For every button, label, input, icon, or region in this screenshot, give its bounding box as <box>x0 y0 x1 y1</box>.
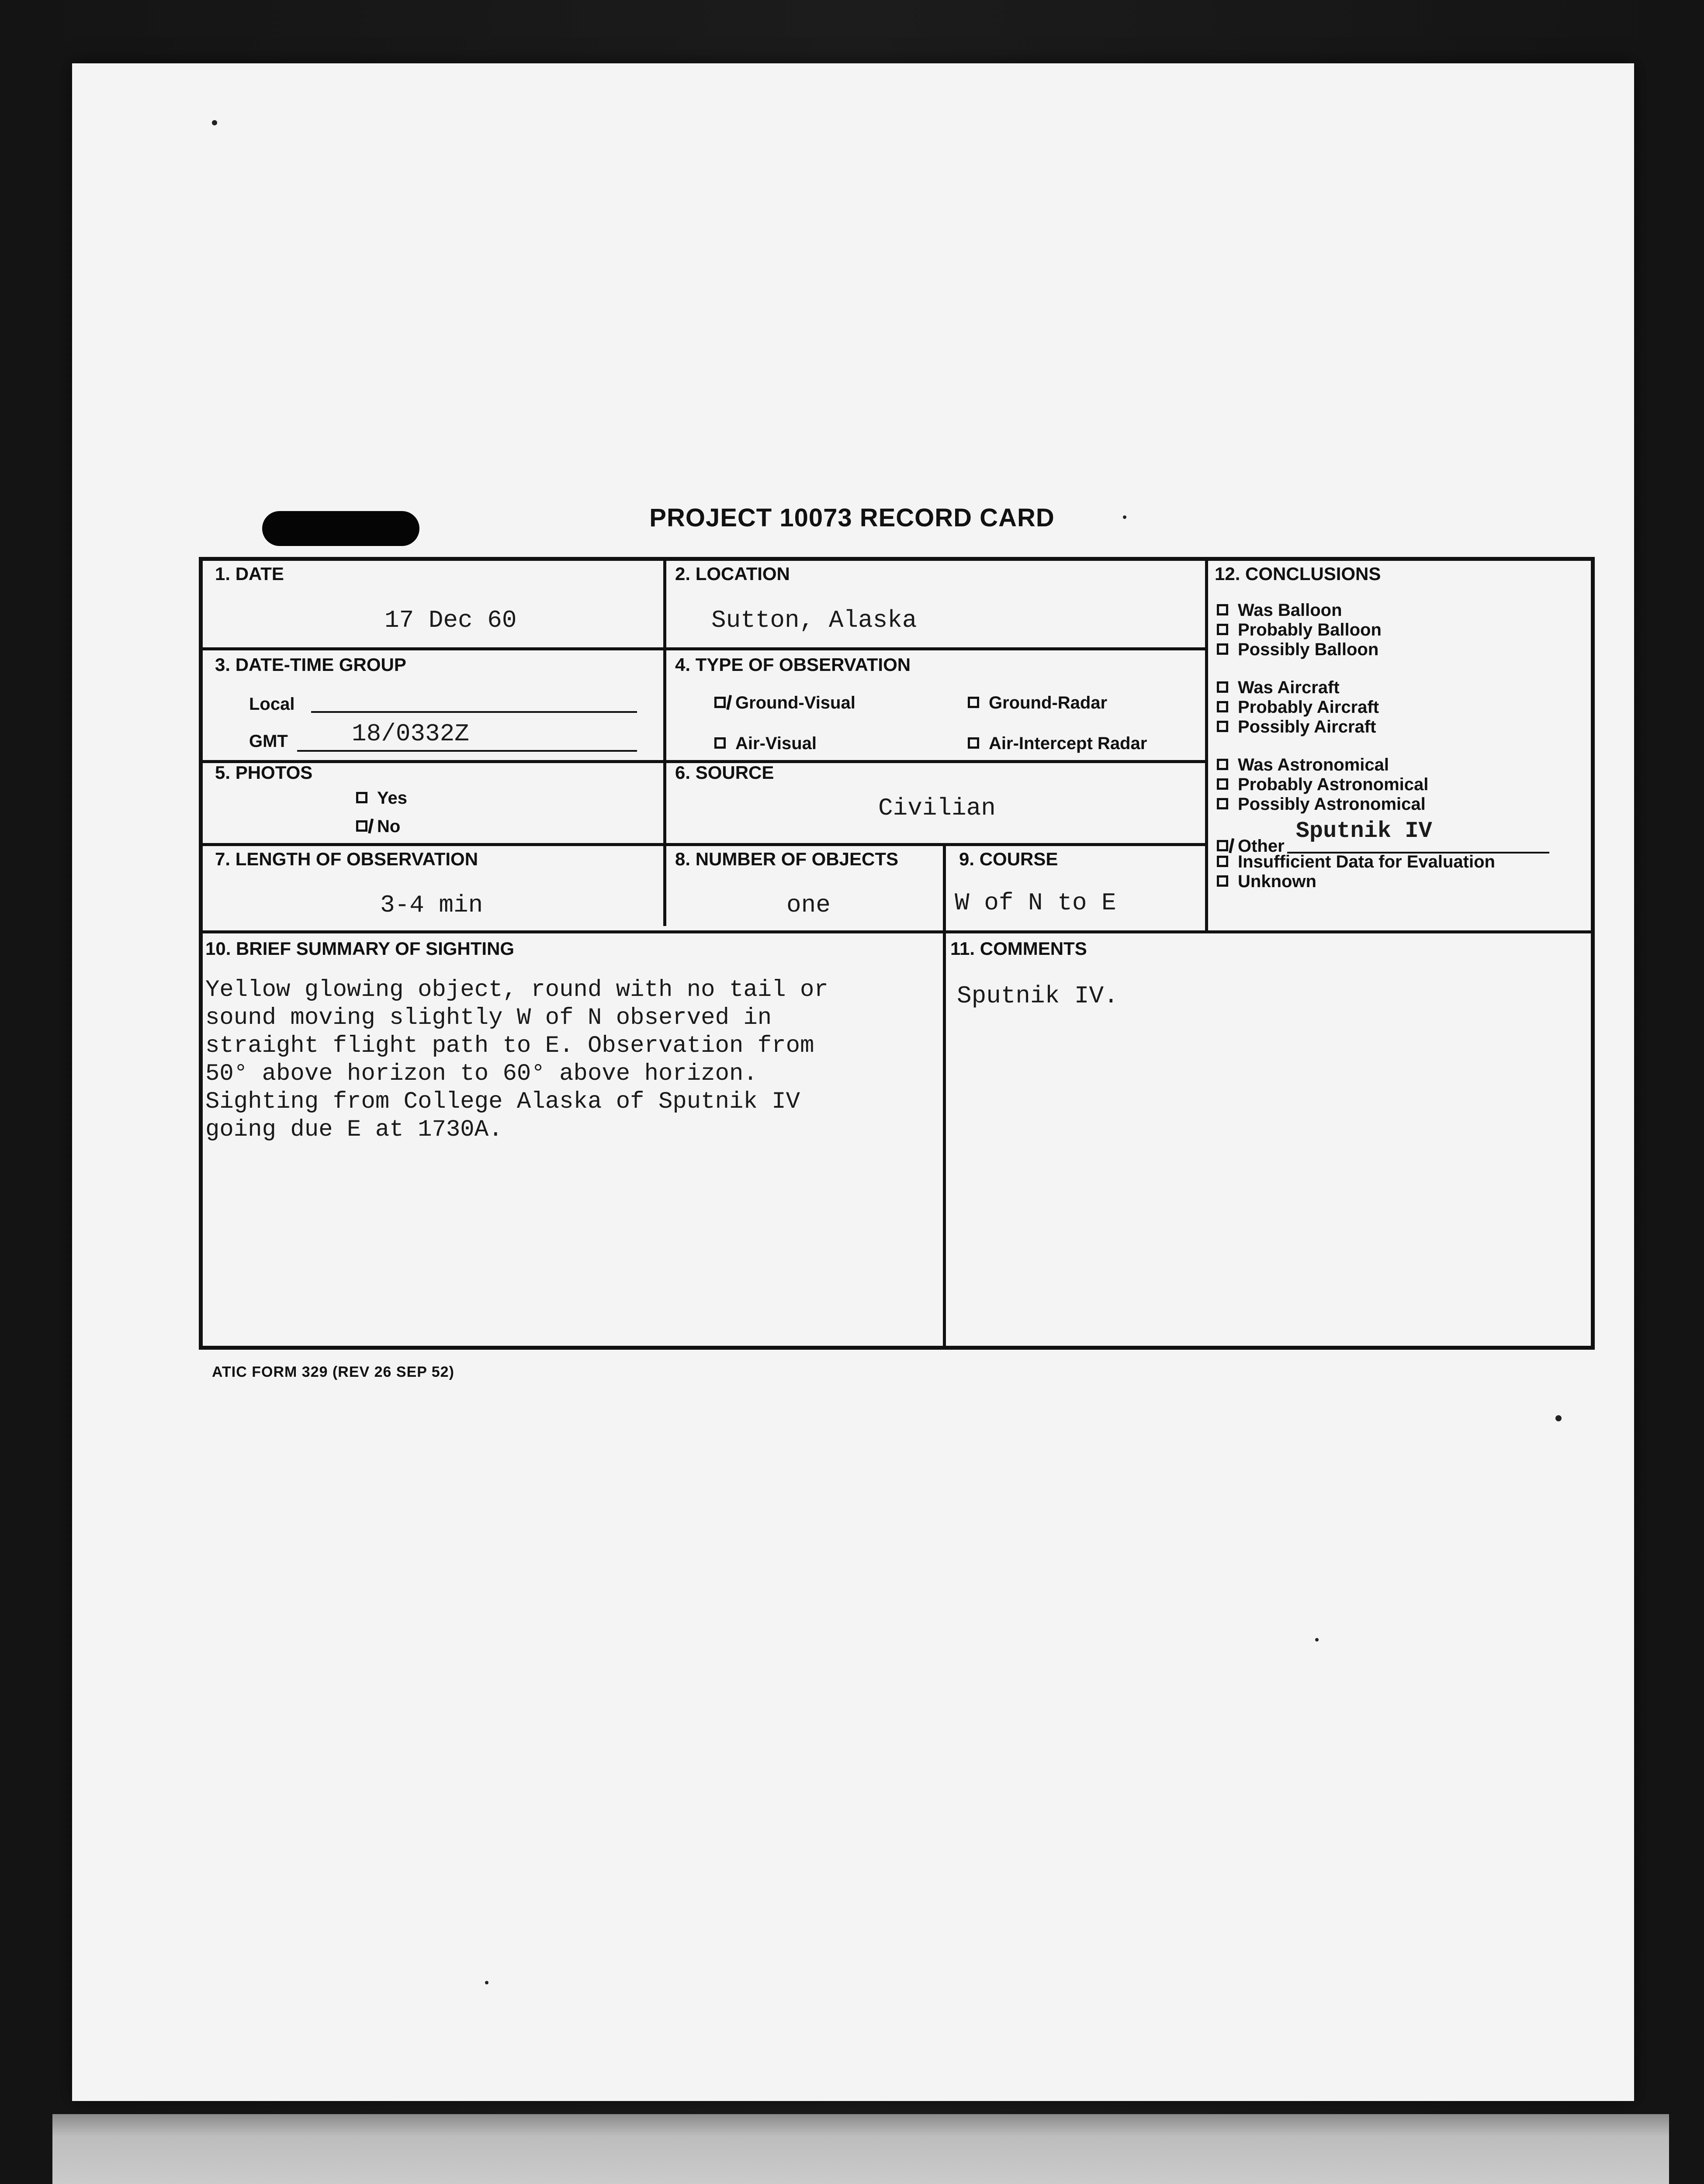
summary-line: Sighting from College Alaska of Sputnik IV <box>205 1089 800 1115</box>
obs-option-ground-visual: Ground-Visual <box>714 693 855 713</box>
conclusions-list <box>1217 601 1549 892</box>
card-title: PROJECT 10073 RECORD CARD <box>649 504 1055 532</box>
film-lower-band <box>52 2114 1669 2184</box>
course-label: 9. COURSE <box>959 849 1058 869</box>
course-value: W of N to E <box>955 889 1116 917</box>
checkbox-icon <box>1217 681 1228 693</box>
date-label: 1. DATE <box>215 563 284 584</box>
redaction-mark <box>262 511 419 546</box>
location-value: Sutton, Alaska <box>711 606 917 634</box>
source-label: 6. SOURCE <box>675 762 774 783</box>
conclusion-item: Possibly Aircraft <box>1217 717 1549 737</box>
checkbox-icon <box>1217 856 1228 867</box>
divider <box>1205 557 1208 930</box>
source-value: Civilian <box>878 794 996 822</box>
divider <box>199 930 1595 933</box>
obs-option-air-intercept-radar: Air-Intercept Radar <box>968 734 1147 753</box>
summary-line: Yellow glowing object, round with no tail or <box>205 977 828 1003</box>
conclusion-item: Was Aircraft <box>1217 678 1549 698</box>
obs-option-ground-radar: Ground-Radar <box>968 693 1107 713</box>
conclusion-item: Possibly Astronomical <box>1217 795 1549 814</box>
local-blank-line <box>311 711 637 713</box>
conclusion-item: Unknown <box>1217 872 1549 892</box>
checkbox-icon <box>1217 721 1228 732</box>
checkbox-checked-icon <box>356 820 367 832</box>
conclusion-item: Probably Aircraft <box>1217 698 1549 717</box>
paper-speck <box>1315 1638 1319 1641</box>
type-of-observation-label: 4. TYPE OF OBSERVATION <box>675 654 911 675</box>
summary-text <box>205 976 926 1144</box>
divider <box>663 557 666 926</box>
comments-value: Sputnik IV. <box>957 982 1119 1010</box>
checkbox-icon <box>1217 798 1228 809</box>
paper-speck <box>485 1981 488 1984</box>
summary-line: sound moving slightly W of N observed in <box>205 1005 772 1031</box>
photos-label: 5. PHOTOS <box>215 762 313 783</box>
checkbox-icon <box>968 697 979 708</box>
form-number: ATIC FORM 329 (REV 26 SEP 52) <box>212 1364 454 1380</box>
divider <box>199 647 1207 650</box>
checkbox-icon <box>1217 643 1228 655</box>
checkbox-icon <box>1217 624 1228 635</box>
conclusion-item: Was Astronomical <box>1217 755 1549 775</box>
length-label: 7. LENGTH OF OBSERVATION <box>215 849 478 869</box>
local-label: Local <box>249 695 295 714</box>
date-time-group-label: 3. DATE-TIME GROUP <box>215 654 406 675</box>
comments-label: 11. COMMENTS <box>950 938 1087 959</box>
checkbox-icon <box>1217 875 1228 887</box>
conclusion-item: Possibly Balloon <box>1217 640 1549 660</box>
other-conclusion-value: Sputnik IV <box>1295 818 1432 844</box>
checkbox-icon <box>714 737 726 749</box>
conclusion-item: Probably Balloon <box>1217 620 1549 640</box>
checkbox-icon <box>356 792 367 803</box>
gmt-blank-line <box>297 750 637 752</box>
checkbox-icon <box>1217 778 1228 790</box>
divider <box>199 843 1207 846</box>
obs-option-air-visual: Air-Visual <box>714 734 817 753</box>
conclusion-item: Was Balloon <box>1217 601 1549 620</box>
checkbox-icon <box>1217 604 1228 615</box>
checkbox-icon <box>968 737 979 749</box>
number-of-objects-value: one <box>786 891 831 919</box>
conclusion-item: Probably Astronomical <box>1217 775 1549 795</box>
summary-line: straight flight path to E. Observation from <box>205 1033 814 1059</box>
number-of-objects-label: 8. NUMBER OF OBJECTS <box>675 849 899 869</box>
conclusions-label: 12. CONCLUSIONS <box>1215 563 1381 584</box>
photos-option-yes: Yes <box>356 788 407 808</box>
summary-label: 10. BRIEF SUMMARY OF SIGHTING <box>205 938 515 959</box>
checkbox-checked-icon <box>1217 840 1228 851</box>
checkbox-checked-icon <box>714 697 726 708</box>
checkbox-icon <box>1217 701 1228 712</box>
paper-speck <box>1555 1415 1562 1421</box>
gmt-value: 18/0332Z <box>352 720 469 748</box>
length-value: 3-4 min <box>380 891 483 919</box>
location-label: 2. LOCATION <box>675 563 790 584</box>
summary-line: 50° above horizon to 60° above horizon. <box>205 1061 758 1087</box>
gmt-label: GMT <box>249 732 288 751</box>
conclusion-item: Insufficient Data for Evaluation <box>1217 852 1549 872</box>
checkbox-icon <box>1217 759 1228 770</box>
summary-line: going due E at 1730A. <box>205 1116 503 1143</box>
paper-speck <box>212 120 217 125</box>
conclusion-item-other: Other Sputnik IV <box>1217 833 1549 852</box>
divider <box>943 845 946 1350</box>
photos-option-no: No <box>356 817 400 836</box>
date-value: 17 Dec 60 <box>384 606 517 634</box>
